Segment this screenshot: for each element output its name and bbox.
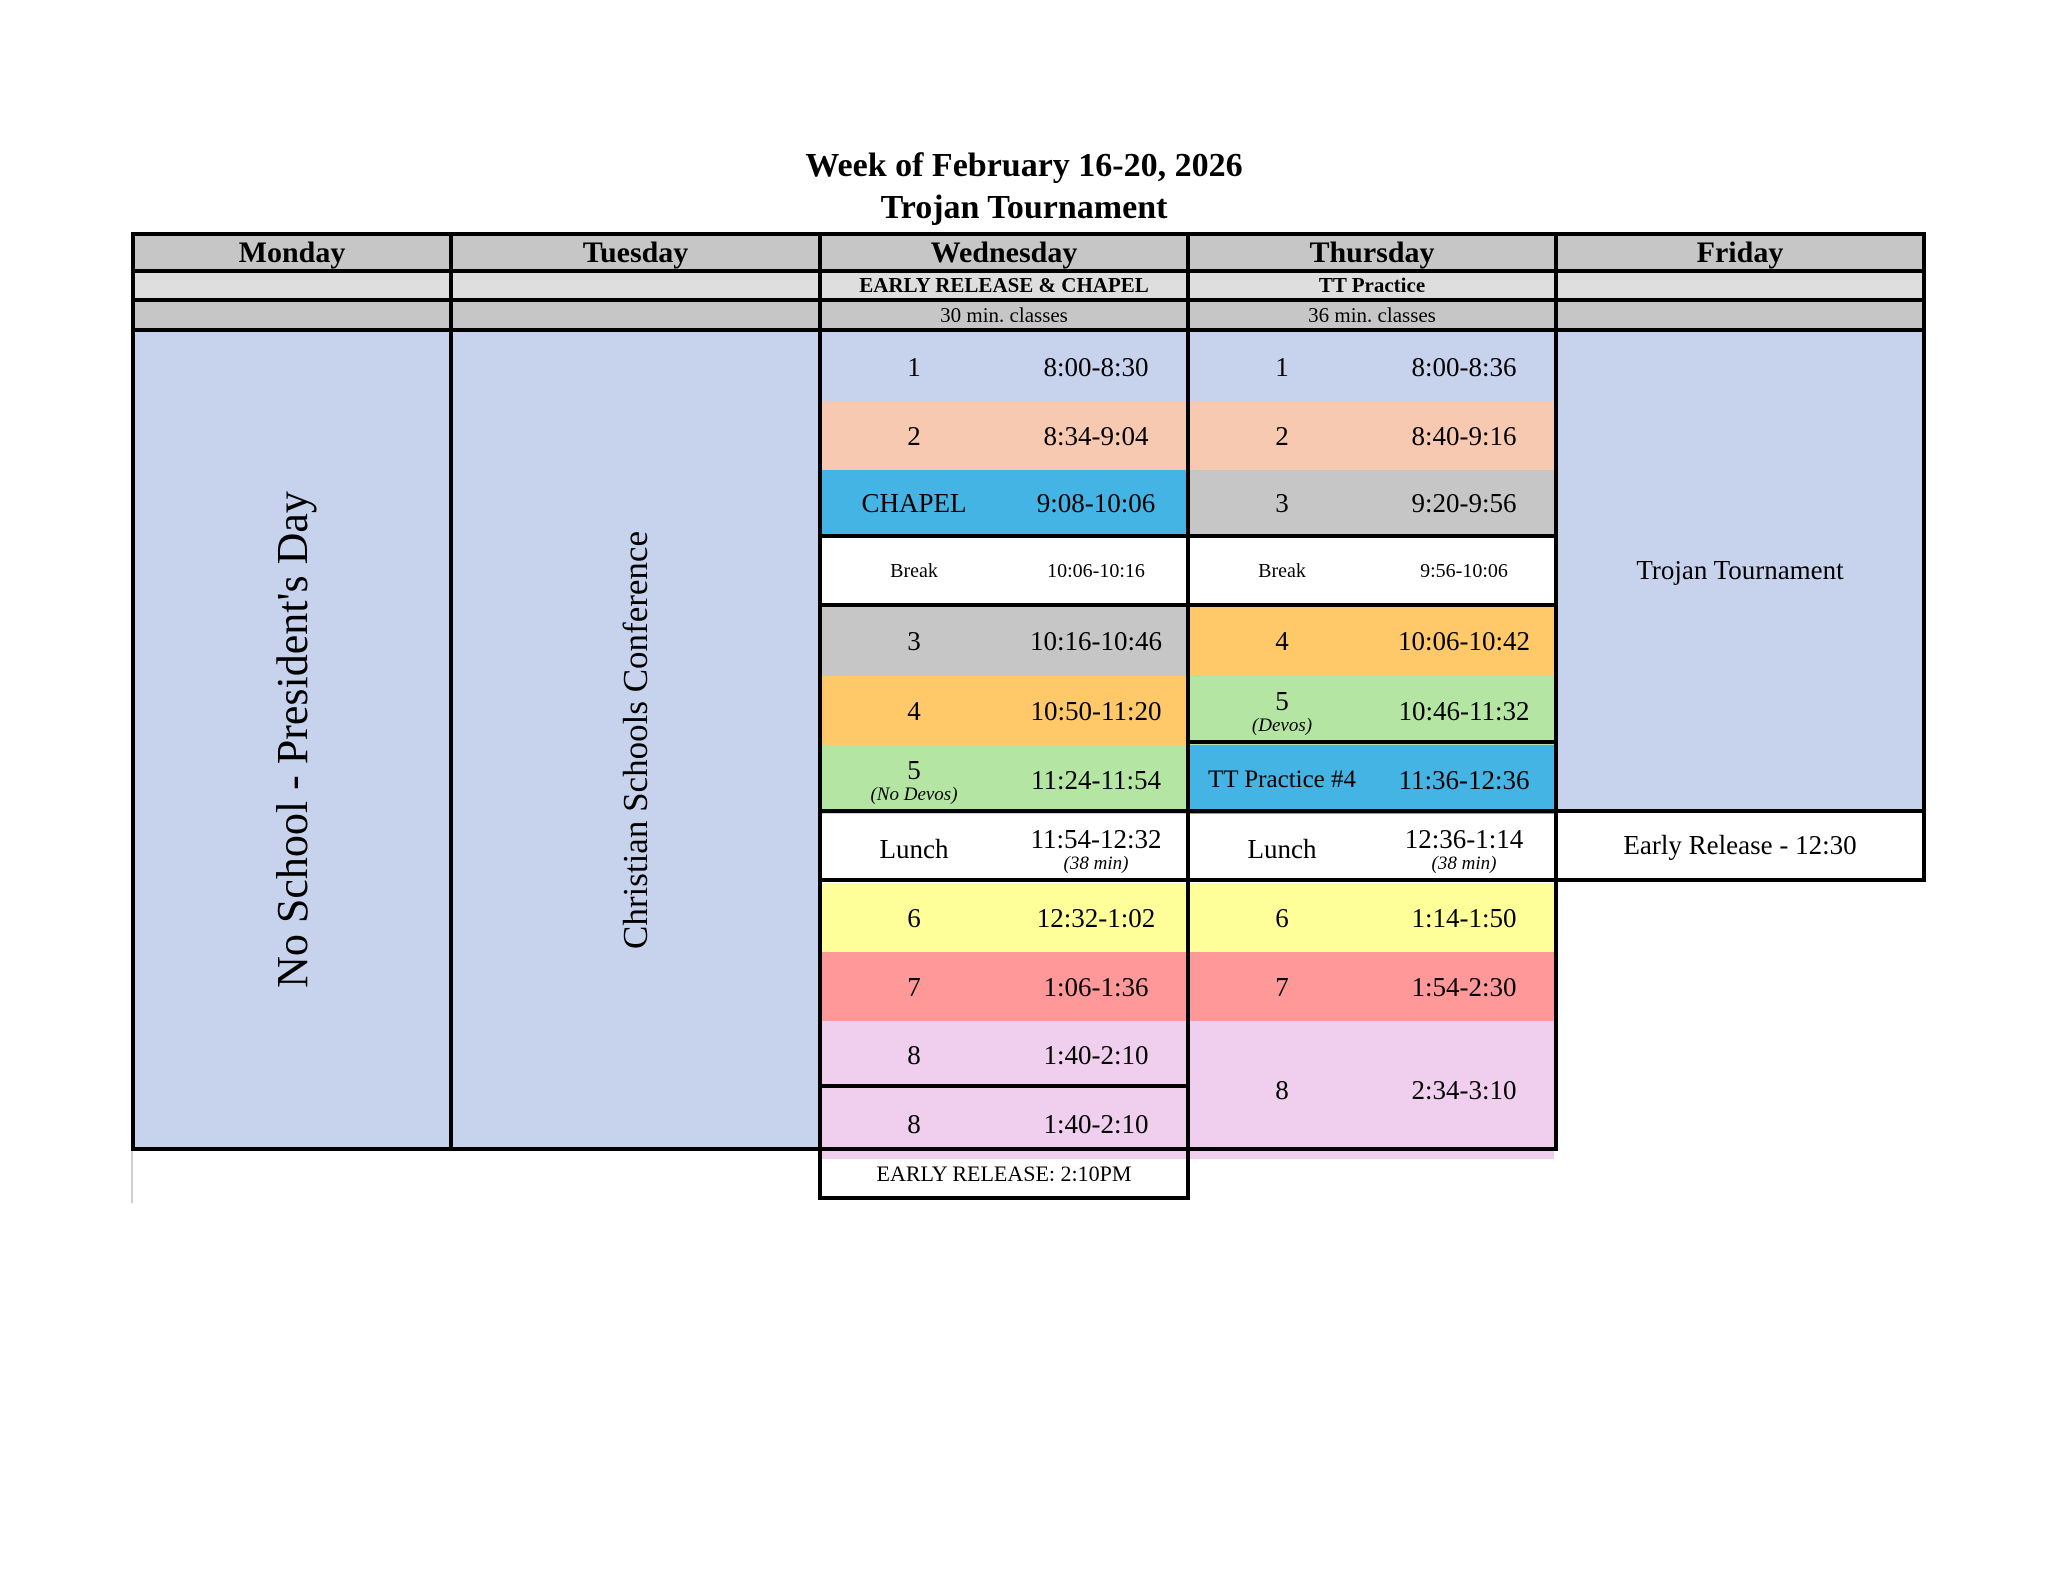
wed-time: 9:08-10:06 [1036, 488, 1156, 518]
wed-period: 8 [907, 1109, 921, 1139]
page-subtitle: Trojan Tournament [880, 189, 1168, 226]
wednesday-class-length: 30 min. classes [818, 298, 1190, 332]
wed-time: 11:54-12:32 (38 min) [1006, 824, 1186, 874]
wed-period: 7 [907, 971, 921, 1002]
header-thursday: Thursday [1186, 232, 1558, 273]
thu-period: 8 [1275, 1075, 1289, 1105]
wed-period: 1 [907, 351, 921, 382]
thursday-banner: TT Practice [1186, 269, 1558, 302]
wed-period: 2 [907, 420, 921, 451]
thu-time: 1:14-1:50 [1411, 902, 1517, 933]
wed-period: 8 [907, 1040, 921, 1070]
header-tuesday: Tuesday [449, 232, 822, 273]
wed-period-note: (No Devos) [870, 783, 958, 805]
header-wednesday: Wednesday [818, 232, 1190, 273]
wednesday-early-release: EARLY RELEASE: 2:10PM [818, 1147, 1190, 1200]
wed-time: 10:50-11:20 [1030, 695, 1162, 726]
monday-class-length [131, 298, 453, 332]
wed-time-note: (38 min) [1063, 852, 1129, 874]
wed-time: 1:40-2:10 [1043, 1109, 1149, 1139]
thu-period: 3 [1275, 488, 1289, 518]
friday-early-release: Early Release - 12:30 [1554, 809, 1926, 882]
thu-period: 4 [1275, 625, 1289, 656]
header-monday: Monday [131, 232, 453, 273]
thu-break-bottom-line [1186, 603, 1558, 607]
thu-time: 10:06-10:42 [1398, 625, 1530, 656]
friday-block: Trojan Tournament [1554, 328, 1926, 813]
wed-period: Lunch [879, 833, 949, 864]
thu-time: 12:36-1:14 (38 min) [1374, 824, 1554, 874]
thu-period: Break [1258, 559, 1306, 582]
table-edge-line [131, 1151, 133, 1203]
thu-period: 6 [1275, 902, 1289, 933]
wed-time: 10:16-10:46 [1030, 625, 1162, 656]
thu-period-note: (Devos) [1251, 714, 1313, 736]
thursday-class-length: 36 min. classes [1186, 298, 1558, 332]
tuesday-class-length [449, 298, 822, 332]
wednesday-frame [818, 328, 1190, 1151]
thu-time: 9:20-9:56 [1411, 488, 1517, 518]
wed-lunch-top-line [818, 809, 1190, 813]
thu-time: 8:40-9:16 [1411, 420, 1517, 451]
page-title: Week of February 16-20, 2026 [805, 147, 1243, 184]
tuesday-text: Christian Schools Conference [615, 530, 655, 949]
tuesday-block [449, 328, 822, 1151]
wed-time: 1:40-2:10 [1043, 1040, 1149, 1070]
friday-class-length [1554, 298, 1926, 332]
thu-period: TT Practice #4 [1207, 765, 1357, 793]
wed-time: 8:34-9:04 [1043, 420, 1149, 451]
wed-break-bottom-line [818, 603, 1190, 607]
thu-period: 1 [1275, 351, 1289, 382]
wed-break-top-line [818, 534, 1190, 538]
wed-period: 4 [907, 695, 921, 726]
wed-lunch-bottom-line [818, 878, 1190, 882]
wed-period: 6 [907, 902, 921, 933]
thu-time-note: (38 min) [1431, 852, 1497, 874]
thu-time: 1:54-2:30 [1411, 971, 1517, 1002]
thu-period: 7 [1275, 971, 1289, 1002]
monday-block [131, 328, 453, 1151]
wed-period: 5 (No Devos) [822, 755, 1006, 805]
wed-time: 8:00-8:30 [1043, 351, 1149, 382]
wed-period: 3 [907, 625, 921, 656]
wed-period: CHAPEL [861, 488, 967, 518]
thu-period: 5 (Devos) [1190, 686, 1374, 736]
thu-time: 11:36-12:36 [1398, 764, 1530, 795]
thu-lunch-top-line [1186, 809, 1558, 813]
thu-time: 2:34-3:10 [1411, 1075, 1517, 1105]
wed-time: 1:06-1:36 [1043, 971, 1149, 1002]
thu-tt-top-line [1186, 740, 1558, 744]
thu-time: 8:00-8:36 [1411, 351, 1517, 382]
monday-text: No School - President's Day [267, 491, 317, 988]
header-friday: Friday [1554, 232, 1926, 273]
wed-time: 12:32-1:02 [1036, 902, 1156, 933]
wed-time: 10:06-10:16 [1047, 559, 1145, 582]
thu-period: 2 [1275, 420, 1289, 451]
wed-last-divider [818, 1084, 1190, 1088]
thu-lunch-bottom-line [1186, 878, 1558, 882]
thu-time: 9:56-10:06 [1420, 559, 1508, 582]
thu-period: Lunch [1247, 833, 1317, 864]
wed-time: 11:24-11:54 [1031, 764, 1161, 795]
wed-period: Break [890, 559, 938, 582]
wednesday-banner: EARLY RELEASE & CHAPEL [818, 269, 1190, 302]
thu-time: 10:46-11:32 [1398, 695, 1530, 726]
thu-break-top-line [1186, 534, 1558, 538]
